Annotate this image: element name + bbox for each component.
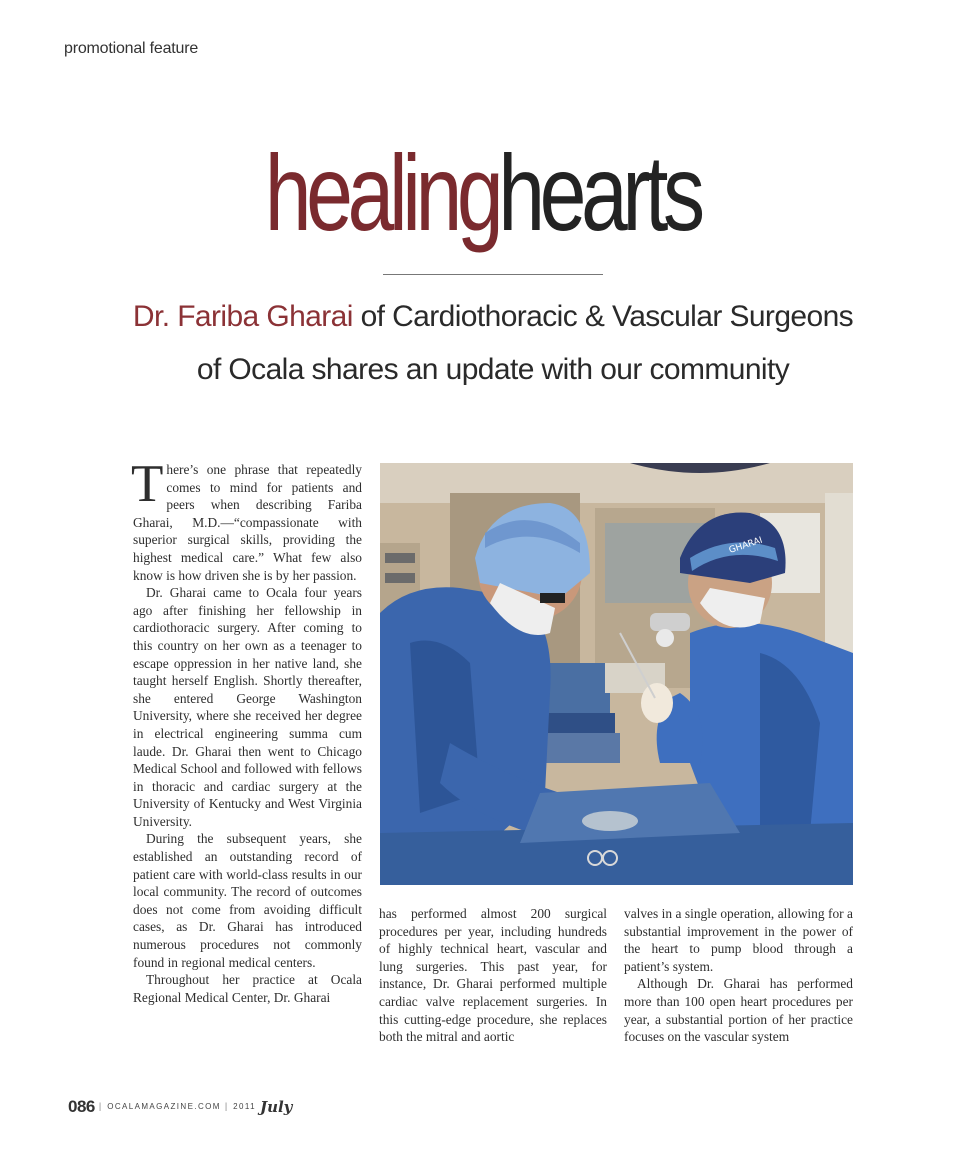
- article-paragraph: Dr. Gharai came to Ocala four years ago after finishing her fellowship in cardiothoracic surgery. After coming to this country on her own as a teenager to escape oppression in her native land, she taught herself English. Shortly thereafter, she entered George Washington University, where she received her degree in electrical engineering summa cum laude. Dr. Gharai then went to Chicago Medical School and followed with fellows in thoracic and cardiac surgery at the University of Kentucky and West Virginia University.: [133, 585, 362, 829]
- article-paragraph: During the subsequent years, she established an outstanding record of patient care with world-class results in our local community. The record of outcomes does not come from avoiding difficult cases, as Dr. Gharai has introduced numerous procedures not commonly found in regional medical centers.: [133, 831, 362, 970]
- surgery-photo: [380, 463, 853, 885]
- subheading-line-1: [0, 300, 960, 334]
- subheading-line-2: of Ocala shares an update with our community: [196, 353, 790, 386]
- article-column-3: [624, 905, 853, 1046]
- section-kicker: promotional feature: [64, 40, 199, 57]
- footer-site: OCALAMAGAZINE.COM: [107, 1102, 221, 1111]
- article-paragraph: [131, 455, 362, 584]
- headline-word-healing: healing: [264, 132, 499, 253]
- paragraph-text: here’s one phrase that repeatedly comes to mind for patients and peers when describing Fariba Gharai, M.D.—“compassionate with superior surgical skills, providing the highest medical care.” What few also know is how driven she is by her passion.: [133, 462, 362, 583]
- article-paragraph: Although Dr. Gharai has performed more than 100 open heart procedures per year, a substantial portion of her practice focuses on the vascular system: [624, 976, 853, 1045]
- footer-separator: |: [98, 1101, 102, 1111]
- footer-year: 2011: [233, 1102, 256, 1111]
- drop-cap: T: [131, 455, 164, 513]
- cap-text: GHARAI: [727, 535, 764, 556]
- article-column-1: [131, 455, 362, 1006]
- title-divider: [383, 274, 603, 275]
- doctor-name: Dr. Fariba Gharai: [132, 300, 353, 333]
- page-number: 086: [68, 1097, 95, 1116]
- page-title: [108, 128, 857, 258]
- headline-word-hearts: hearts: [498, 132, 700, 253]
- footer-month: July: [259, 1098, 293, 1116]
- footer-separator: |: [224, 1101, 228, 1111]
- subheading-rest: of Cardiothoracic & Vascular Surgeons: [360, 300, 854, 333]
- article-paragraph: Throughout her practice at Ocala Regional Medical Center, Dr. Gharai: [133, 972, 362, 1005]
- article-column-2: [379, 905, 607, 1046]
- article-paragraph: has performed almost 200 surgical procedures per year, including hundreds of highly technical heart, vascular and lung surgeries. This past year, for instance, Dr. Gharai performed multiple cardiac valve replacement surgeries. In this cutting-edge procedure, she replaces both the mitral and aortic: [379, 906, 607, 1045]
- article-paragraph: valves in a single operation, allowing for a substantial improvement in the power of the heart to pump blood through a patient’s system.: [624, 906, 853, 974]
- surgeons-operating-illustration: [380, 463, 853, 885]
- page-footer: [68, 1097, 292, 1117]
